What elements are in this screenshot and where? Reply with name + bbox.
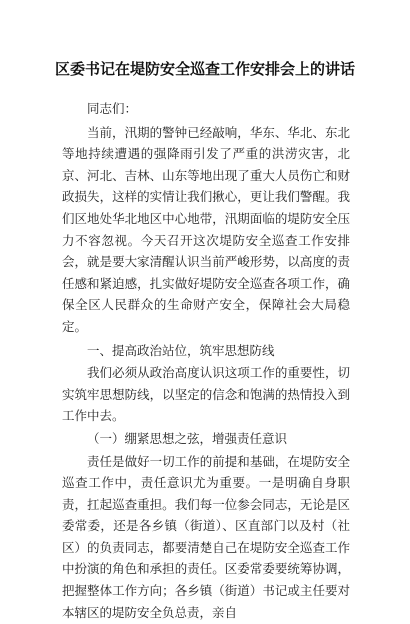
paragraph-subsection-1: 责任是做好一切工作的前提和基础，在堤防安全巡查工作中，责任意识尤为重要。一是明确自身职责，扛起巡查重担。我们每一位参会同志，无论是区委常委，还是各乡镇（街道）、区直部门以及村（社区）的负责同志，都要清楚自己在堤防安全巡查工作中扮演的角色和承担的责任。区委常委要统筹协调，把握整体工作方向；各乡镇（街道）书记或主任要对本辖区的堤防安全负总责，亲自 — [62, 453, 350, 620]
salutation: 同志们： — [87, 101, 138, 116]
subsection-heading-1: （一）绷紧思想之弦，增强责任意识 — [87, 430, 288, 446]
paragraph-section-1: 我们必须从政治高度认识这项工作的重要性，切实筑牢思想防线，以坚定的信念和饱满的热情投入到工作中去。 — [62, 365, 350, 424]
paragraph-intro: 当前，汛期的警钟已经敲响，华东、华北、东北等地持续遭遇的强降雨引发了严重的洪涝灾害，北京、河北、吉林、山东等地出现了重大人员伤亡和财政损失，这样的实情让我们揪心，更让我们警醒。我们区地处华北地区中心地带，汛期面临的堤防安全压力不容忽视。今天召开这次堤防安全巡查工作安排会，就是要大家清醒认识当前严峻形势，以高度的责任感和紧迫感，扎实做好堤防安全巡查各项工作，确保全区人民群众的生命财产安全，保障社会大局稳定。 — [62, 124, 350, 334]
document-body — [62, 98, 350, 624]
document-title: 区委书记在堤防安全巡查工作安排会上的讲话 — [54, 60, 355, 78]
section-heading-1: 一、提高政治站位，筑牢思想防线 — [87, 342, 275, 358]
